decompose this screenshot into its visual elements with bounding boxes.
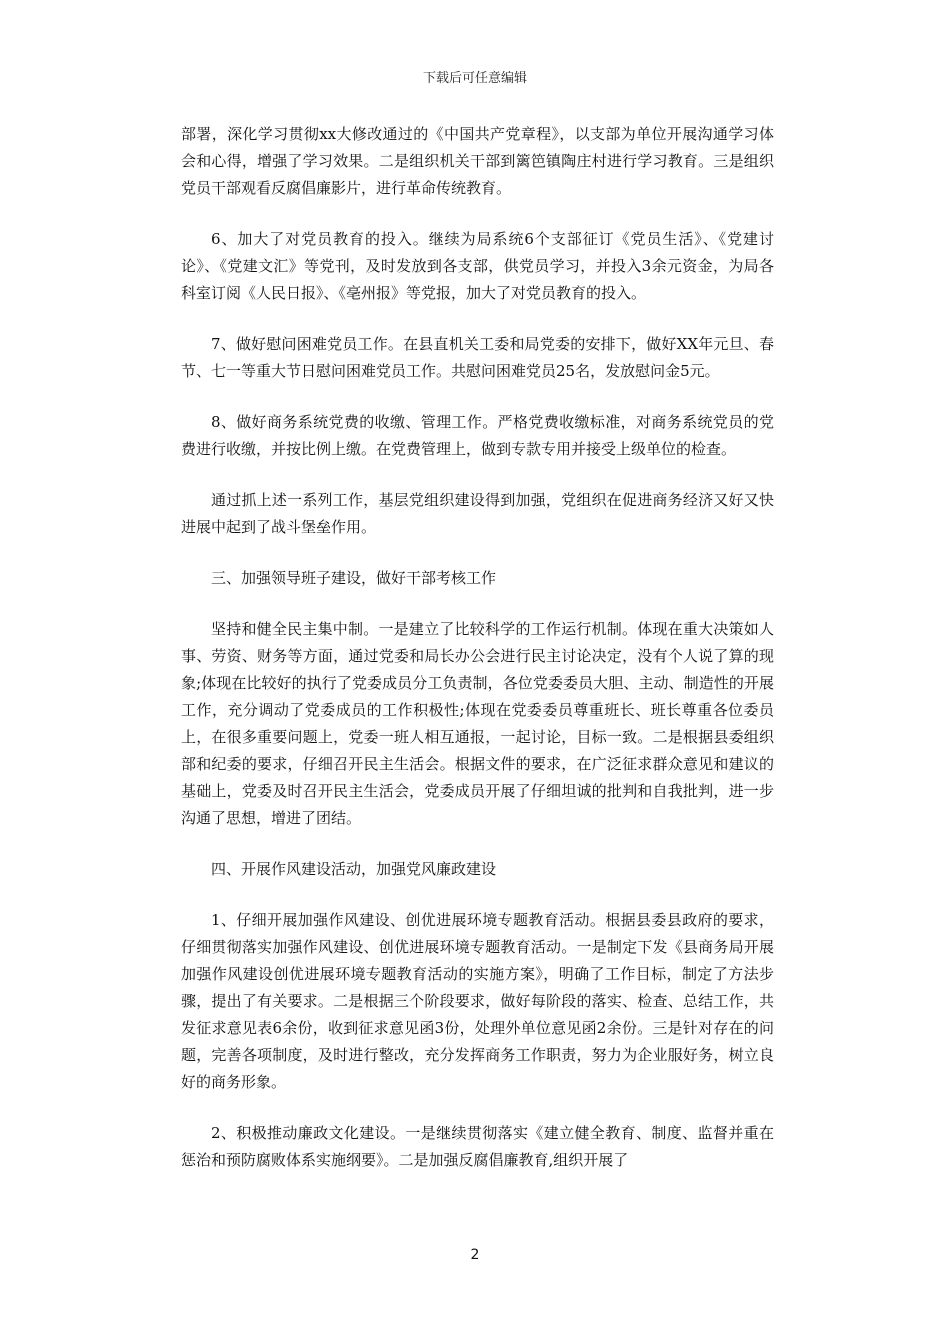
paragraph-item-7: 7、做好慰问困难党员工作。在县直机关工委和局党委的安排下，做好XX年元旦、春节、七一等重大节日慰问困难党员工作。共慰问困难党员25名，发放慰问金5元。 [181, 335, 774, 380]
paragraph-item-1: 1、仔细开展加强作风建设、创优进展环境专题教育活动。根据县委县政府的要求，仔细贯彻落实加强作风建设、创优进展环境专题教育活动。一是制定下发《县商务局开展加强作风建设创优进展环境专题教育活动的实施方案》，明确了工作目标，制定了方法步骤，提出了有关要求。二是根据三个阶段要求，做好每阶段的落实、检查、总结工作，共发征求意见表6余份，收到征求意见函3份，处理外单位意见函2余份。三是针对存在的问题，完善各项制度，及时进行整改，充分发挥商务工作职责，努力为企业服好务，树立良好的商务形象。 [181, 911, 774, 1091]
document-body [181, 121, 774, 1198]
paragraph-item-6: 6、加大了对党员教育的投入。继续为局系统6个支部征订《党员生活》、《党建讨论》、《党建文汇》等党刊，及时发放到各支部，供党员学习，并投入3余元资金，为局各科室订阅《人民日报》、《亳州报》等党报，加大了对党员教育的投入。 [181, 230, 774, 302]
section-heading-4: 四、开展作风建设活动，加强党风廉政建设 [211, 860, 497, 878]
section-heading-3: 三、加强领导班子建设，做好干部考核工作 [211, 569, 497, 587]
header-note: 下载后可任意编辑 [422, 71, 527, 86]
paragraph-summary: 通过抓上述一系列工作，基层党组织建设得到加强，党组织在促进商务经济又好又快进展中起到了战斗堡垒作用。 [181, 491, 774, 536]
page-number: 2 [470, 1247, 480, 1263]
paragraph-item-8: 8、做好商务系统党费的收缴、管理工作。严格党费收缴标准，对商务系统党员的党费进行收缴，并按比例上缴。在党费管理上，做到专款专用并接受上级单位的检查。 [181, 413, 774, 458]
paragraph-democratic-centralism: 坚持和健全民主集中制。一是建立了比较科学的工作运行机制。体现在重大决策如人事、劳资、财务等方面，通过党委和局长办公会进行民主讨论决定，没有个人说了算的现象;体现在比较好的执行了党委成员分工负责制，各位党委委员大胆、主动、制造性的开展工作，充分调动了党委成员的工作积极性;体现在党委委员尊重班长、班长尊重各位委员上，在很多重要问题上，党委一班人相互通报，一起讨论，目标一致。二是根据县委组织部和纪委的要求，仔细召开民主生活会。根据文件的要求，在广泛征求群众意见和建议的基础上，党委及时召开民主生活会，党委成员开展了仔细坦诚的批判和自我批判，进一步沟通了思想，增进了团结。 [181, 620, 774, 827]
paragraph-item-2: 2、积极推动廉政文化建设。一是继续贯彻落实《建立健全教育、制度、监督并重在惩治和预防腐败体系实施纲要》。二是加强反腐倡廉教育,组织开展了 [181, 1124, 774, 1169]
paragraph-continuation: 部署，深化学习贯彻xx大修改通过的《中国共产党章程》，以支部为单位开展沟通学习体会和心得，增强了学习效果。二是组织机关干部到篱笆镇陶庄村进行学习教育。三是组织党员干部观看反腐倡廉影片，进行革命传统教育。 [181, 125, 774, 197]
